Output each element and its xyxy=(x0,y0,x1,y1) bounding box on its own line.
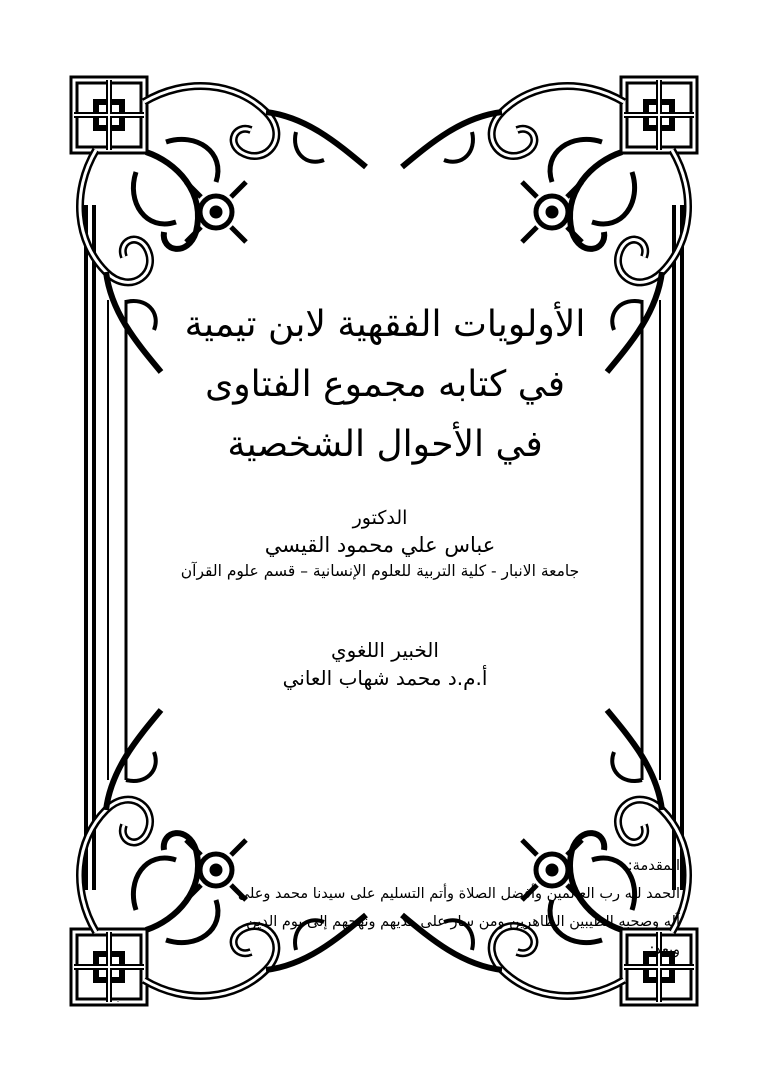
author-block xyxy=(120,505,640,583)
introduction xyxy=(95,852,680,964)
reviewer-name: أ.م.د محمد شهاب العاني xyxy=(282,666,488,690)
intro-heading: المقدمة: xyxy=(627,858,680,874)
title-line-3: في الأحوال الشخصية xyxy=(227,424,543,465)
author-name: عباس علي محمود القيسي xyxy=(264,533,496,557)
reviewer-role: الخبير اللغوي xyxy=(331,638,439,662)
title-line-1: الأولويات الفقهية لابن تيمية xyxy=(184,304,586,345)
title-line-2: في كتابه مجموع الفتاوى xyxy=(205,364,565,405)
author-affiliation: جامعة الانبار - كلية التربية للعلوم الإنسانية – قسم علوم القرآن xyxy=(180,562,580,580)
intro-line-3: وبعد: xyxy=(649,942,680,958)
scan-speck xyxy=(117,1000,119,1002)
intro-line-2: آله وصحبه الطيبين الطاهرين ومن سار على هديهم ونهجهم إلى يوم الدين xyxy=(246,914,680,930)
book-title xyxy=(150,295,620,475)
author-role: الدكتور xyxy=(352,507,408,529)
reviewer-block xyxy=(150,636,620,692)
intro-line-1: الحمد لله رب العالمين وأفضل الصلاة وأتم التسليم على سيدنا محمد وعلى xyxy=(237,886,680,902)
